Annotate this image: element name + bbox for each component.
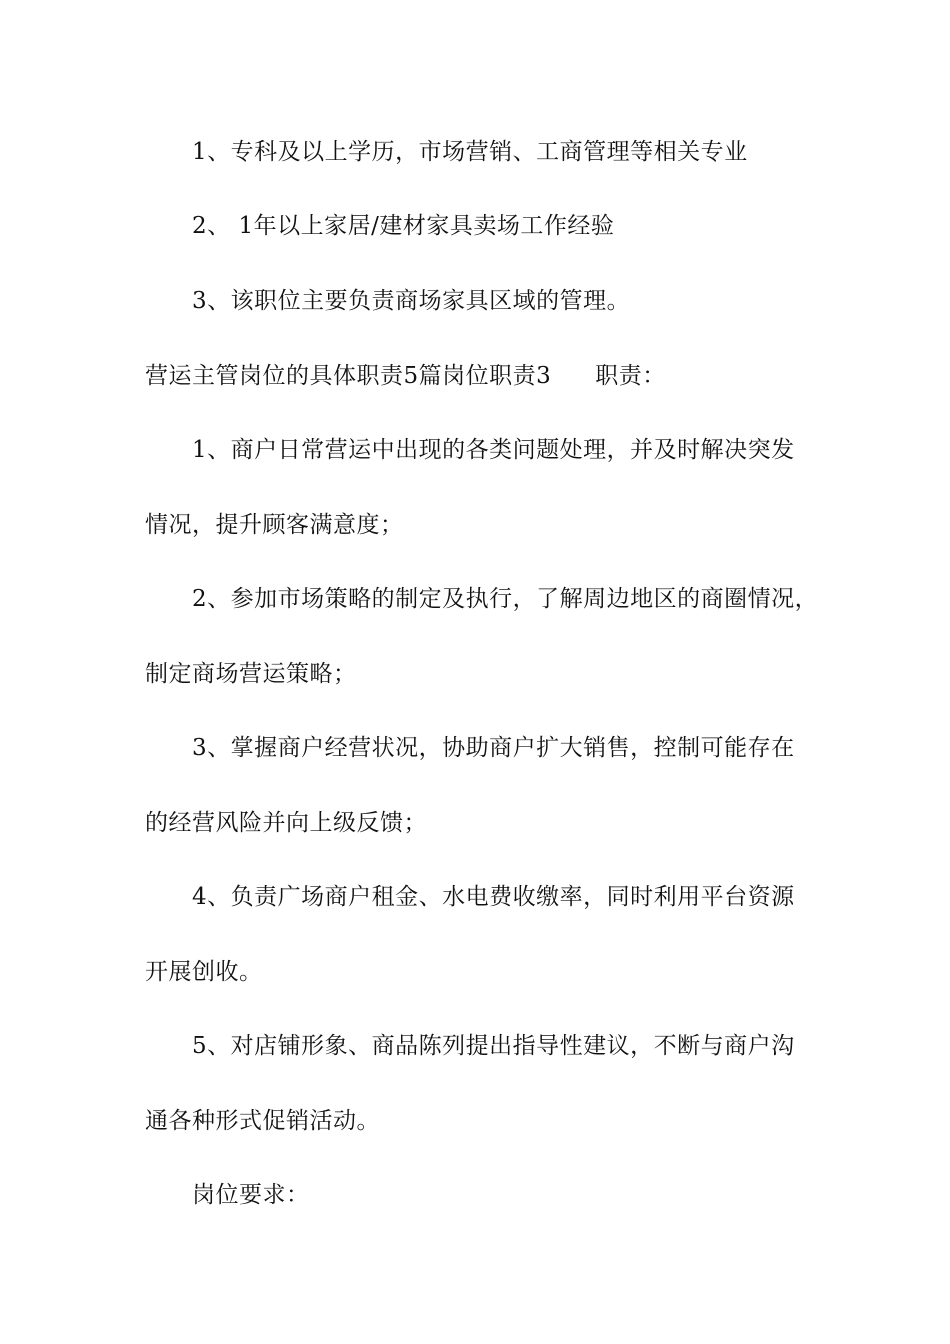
duty-2-line-1: 2、参加市场策略的制定及执行，了解周边地区的商圈情况， — [192, 586, 819, 612]
duty-3-line-1: 3、掌握商户经营状况，协助商户扩大销售，控制可能存在 — [192, 735, 795, 761]
duty-5-line-2: 通各种形式促销活动。 — [145, 1108, 380, 1134]
requirements-heading: 岗位要求： — [192, 1182, 310, 1208]
requirement-2: 2、 1年以上家居/建材家具卖场工作经验 — [192, 213, 615, 239]
requirement-1: 1、专科及以上学历，市场营销、工商管理等相关专业 — [192, 139, 748, 165]
duty-4-line-1: 4、负责广场商户租金、水电费收缴率，同时利用平台资源 — [192, 884, 795, 910]
section-heading — [145, 361, 666, 391]
duty-4-line-2: 开展创收。 — [145, 959, 263, 985]
duty-3-line-2: 的经营风险并向上级反馈； — [145, 810, 427, 836]
requirement-3: 3、该职位主要负责商场家具区域的管理。 — [192, 288, 631, 314]
duty-1-line-1: 1、商户日常营运中出现的各类问题处理，并及时解决突发 — [192, 437, 795, 463]
section-title: 营运主管岗位的具体职责5篇岗位职责3 — [145, 363, 552, 389]
duty-5-line-1: 5、对店铺形象、商品陈列提出指导性建议，不断与商户沟 — [192, 1033, 795, 1059]
duties-label: 职责： — [595, 363, 666, 389]
duty-1-line-2: 情况，提升顾客满意度； — [145, 512, 404, 538]
duty-2-line-2: 制定商场营运策略； — [145, 661, 357, 687]
